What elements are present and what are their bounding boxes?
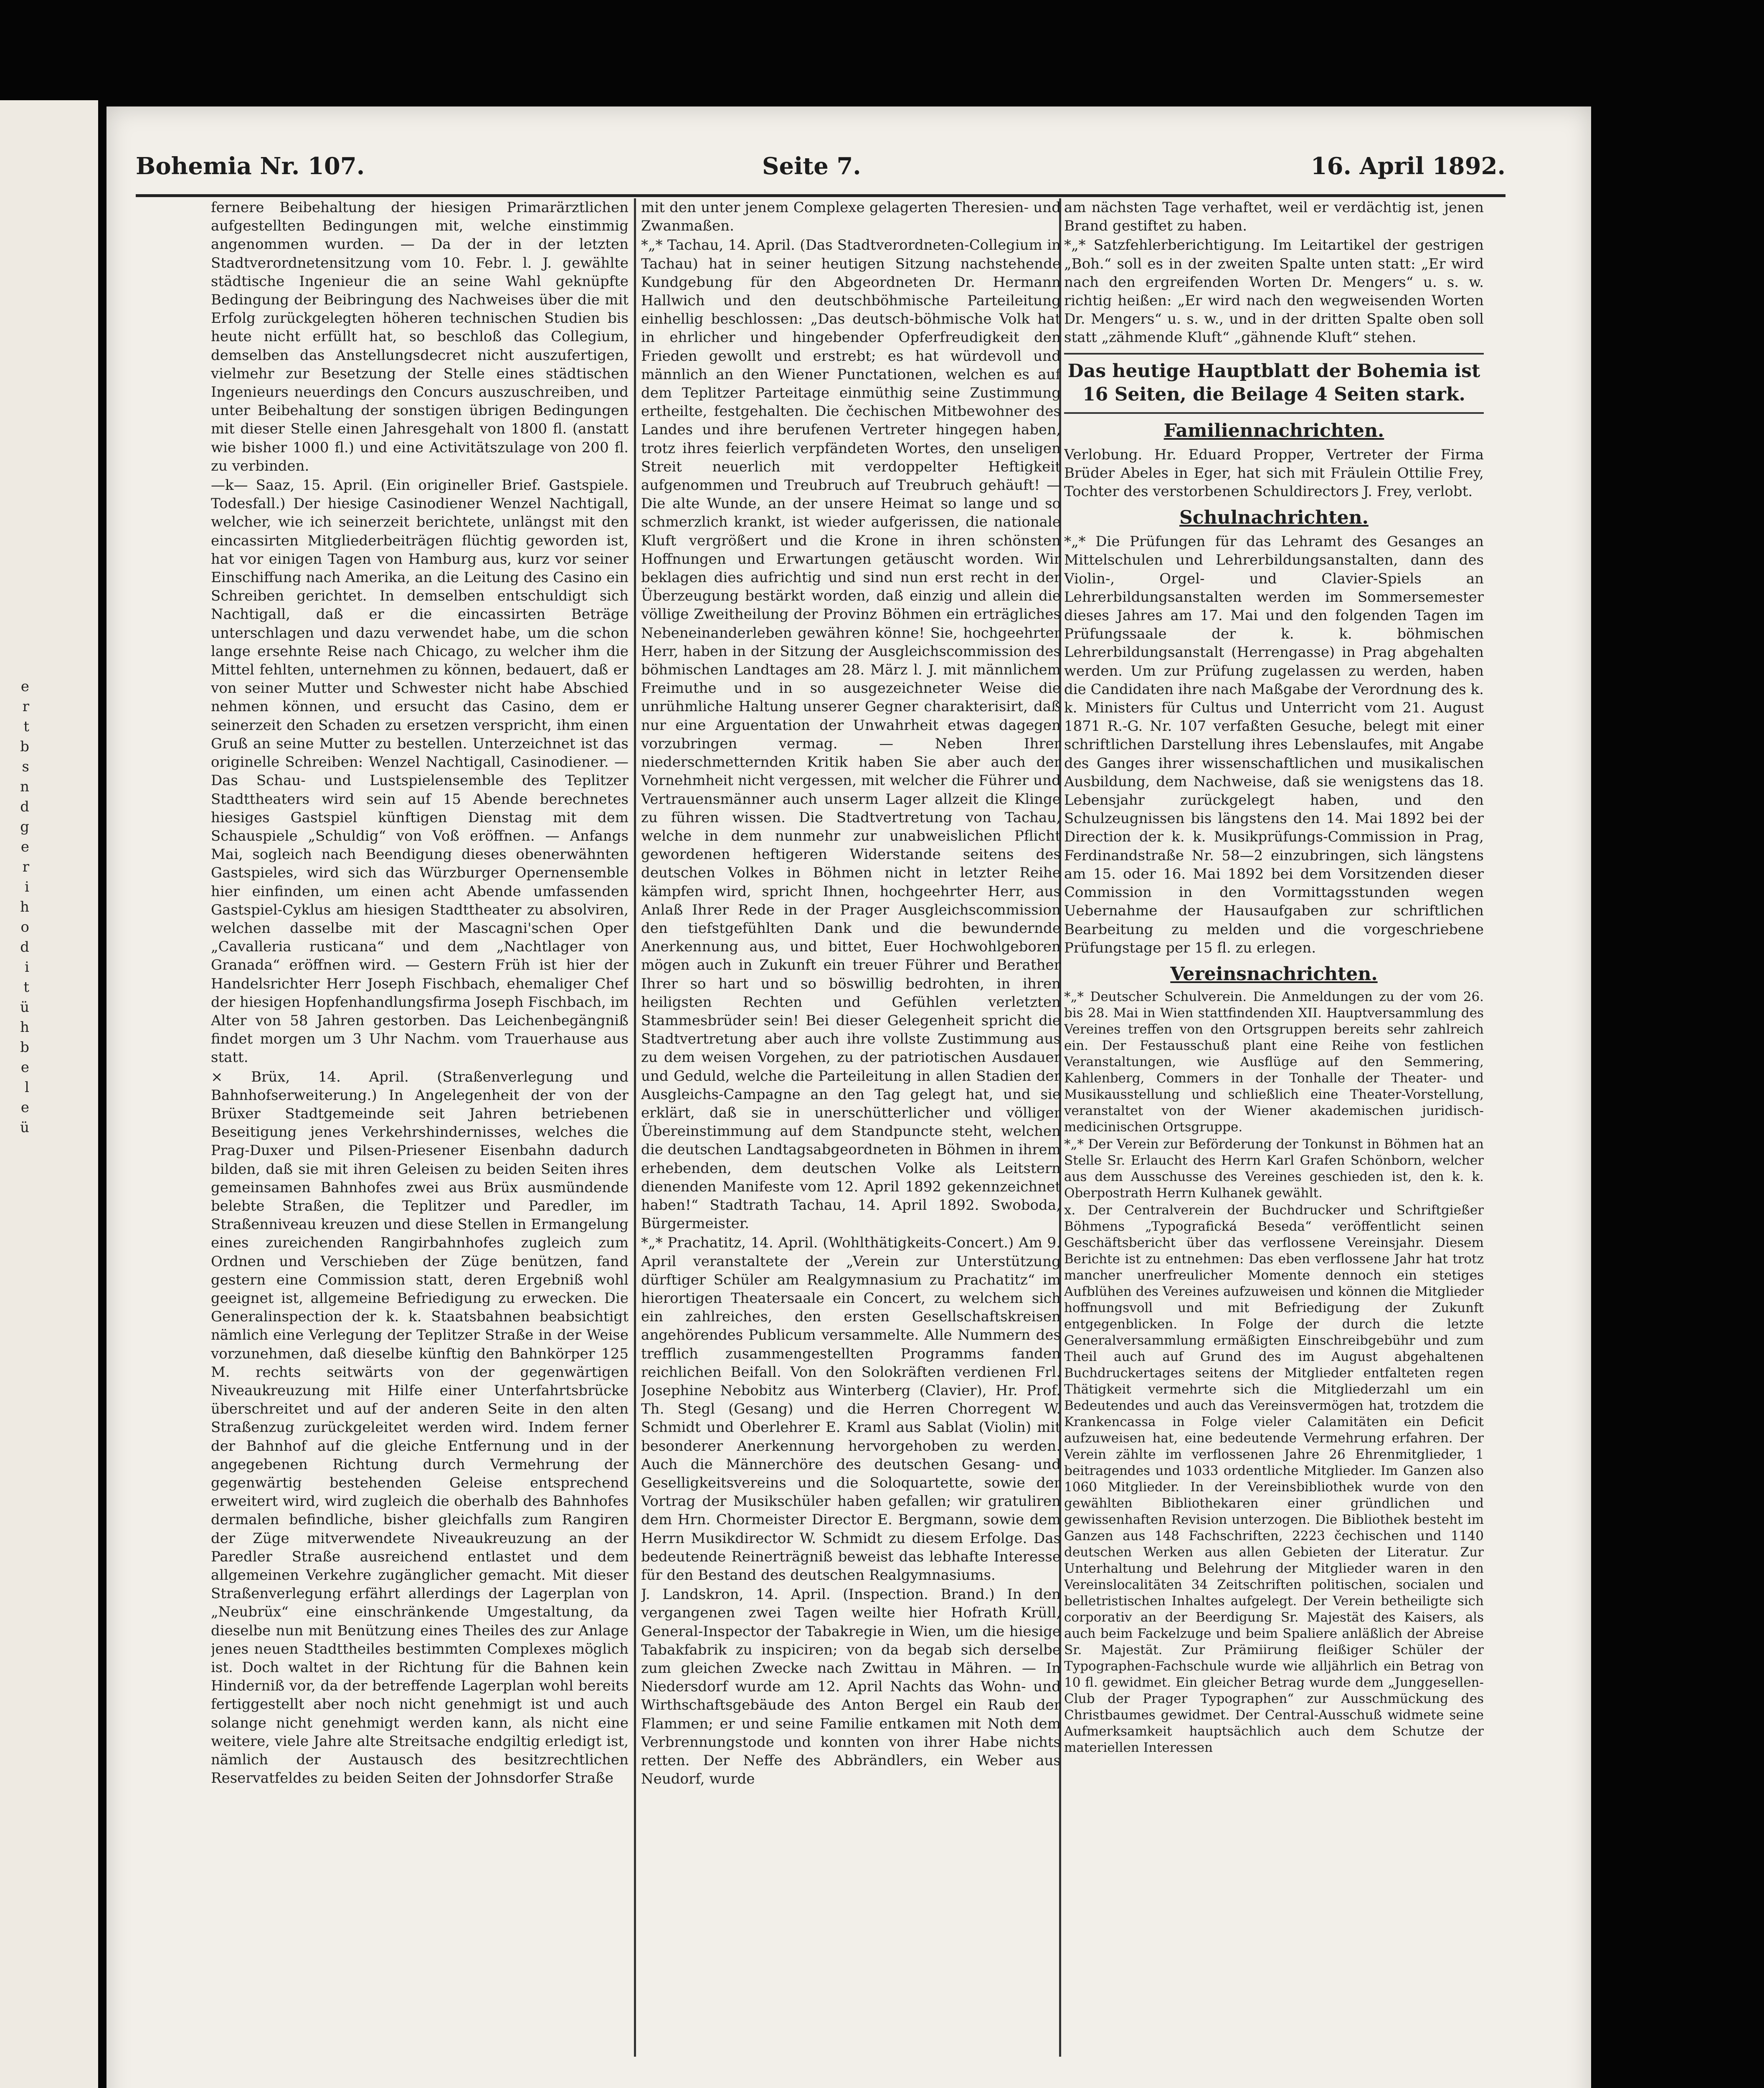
divider <box>1064 353 1484 355</box>
article-schulverein: *„* Deutscher Schulverein. Die Anmeldungen zu der vom 26. bis 28. Mai in Wien stattfindenden XII. Hauptversammlung des Vereines treffen von den Ortsgruppen bereits sehr zahlreich ein. Der Festausschuß plant eine Reihe von festlichen Veranstaltungen, wie Ausflüge auf den Semmering, Kahlenberg, Commers in der Tonhalle der Theater- und Musikausstellung und schließlich eine Theater-Vorstellung, veranstaltet von der Wiener akademischen juridisch-medicinischen Ortsgruppe. <box>1064 989 1484 1135</box>
masthead <box>136 148 1505 197</box>
previous-page-letter: i <box>25 959 29 976</box>
previous-page-letter: o <box>20 919 29 935</box>
previous-page-letter: h <box>20 1019 29 1036</box>
article-tachau: *„* Tachau, 14. April. (Das Stadtverordneten-Collegium in Tachau) hat in seiner heutigen Sitzung nachstehende Kundgebung für den Abgeordneten Dr. Hermann Hallwich und den deutschböhmische Parteileitung einhellig beschlossen: „Das deutsch-böhmische Volk hat in ehrlicher und hingebender Opferfreudigkeit den Frieden gewollt und erstrebt; es hat würdevoll und männlich an den Wiener Punctationen, welchen es auf dem Teplitzer Parteitage einmüthig seine Zustimmung ertheilte, festgehalten. Die čechischen Mitbewohner des Landes und ihre berufenen Vertreter hingegen haben, trotz ihres feierlich verpfändeten Wortes, den unseligen Streit neuerlich mit verdoppelter Heftigkeit aufgenommen und Treubruch auf Treubruch gehäuft! — Die alte Wunde, an der unsere Heimat so lange und so schmerzlich krankt, ist wieder aufgerissen, die nationale Kluft vergrößert und die Krone in ihren schönsten Hoffnungen und Erwartungen getäuscht worden. Wir beklagen dies aufrichtig und sind nun erst recht in der Überzeugung bestärkt worden, daß einzig und allein die völlige Zweitheilung der Provinz Böhmen ein erträgliches Nebeneinanderleben gewähren könne! Sie, hochgeehrter Herr, haben in der Sitzung der Ausgleichscommission des böhmischen Landtages am 28. März l. J. mit männlichem Freimuthe und in so ausgezeichneter Weise die unrühmliche Haltung unserer Gegner charakterisirt, daß nur eine Arguentation der Unwahrheit etwas dagegen vorzubringen vermag. — Neben Ihrer niederschmetternden Kritik haben Sie aber auch der Vornehmheit nicht vergessen, mit welcher die Führer und Vertrauensmänner auch unserm Lager allzeit die Klinge zu führen wissen. Die Stadtvertretung von Tachau, welche in dem nunmehr zur unabweislichen Pflicht gewordenen heftigeren Widerstande seitens des deutschen Volkes in Böhmen nicht in letzter Reihe kämpfen wird, spricht Ihnen, hochgeehrter Herr, aus Anlaß Ihrer Rede in der Prager Ausgleichscommission den tiefstgefühlten Dank und die bewundernde Anerkennung aus, und bittet, Euer Hochwohlgeboren mögen auch in Zukunft ein treuer Führer und Berather Ihrer so hart und so böswillig bedrohten, in ihren heiligsten Rechten und Gefühlen verletzten Stammesbrüder sein! Bei dieser Gelegenheit spricht die Stadtvertretung aber auch ihre vollste Zustimmung aus zu dem weisen Vorgehen, zu der patriotischen Ausdauer und Geduld, welche die Parteileitung in allen Stadien der Ausgleichs-Campagne an den Tag gelegt hat, und sie erklärt, daß sie in unerschütterlicher und völliger Übereinstimmung auf dem Standpuncte steht, welchen die deutschen Landtagsabgeordneten in Böhmen in ihrem erhebenden, dem deutschen Volke als Leitstern dienenden Manifeste vom 12. April 1892 gekennzeichnet haben!“ Stadtrath Tachau, 14. April 1892. Swoboda, Bürgermeister. <box>641 237 1061 1232</box>
previous-page-letter: b <box>20 738 29 755</box>
article-landskron: J. Landskron, 14. April. (Inspection. Brand.) In den vergangenen zwei Tagen weilte hier Hofrath Krüll, General-Inspector der Tabakregie in Wien, um die hiesige Tabakfabrik zu inspiciren; von da begab sich derselbe zum gleichen Zwecke nach Zwittau in Mähren. — In Niedersdorf wurde am 12. April Nachts das Wohn- und Wirthschaftsgebäude des Anton Bergel ein Raub der Flammen; er und seine Familie entkamen mit Noth dem Verbrennungstode und konnten von ihrer Habe nichts retten. Der Neffe des Abbrändlers, ein Weber aus Neudorf, wurde <box>641 1586 1061 1788</box>
divider <box>1064 412 1484 414</box>
previous-page-letter: e <box>20 1099 29 1116</box>
previous-page-letter: e <box>20 839 29 855</box>
previous-page-letter: t <box>23 979 29 996</box>
article-exams: *„* Die Prüfungen für das Lehramt des Gesanges an Mittelschulen und Lehrerbildungsanstalten, dann des Violin-, Orgel- und Clavier-Spiels an Lehrerbildungsanstalten werden im Sommersemester dieses Jahres am 17. Mai und den folgenden Tagen im Prüfungssaale der k. k. böhmischen Lehrerbildungsanstalt (Herrengasse) in Prag abgehalten werden. Um zur Prüfung zugelassen zu werden, haben die Candidaten ihre nach Maßgabe der Verordnung des k. k. Ministers für Cultus und Unterricht vom 21. August 1871 R.-G. Nr. 107 verfaßten Gesuche, belegt mit einer schriftlichen Darstellung ihres Lebenslaufes, mit Angabe des Ganges ihrer wissenschaftlichen und musikalischen Ausbildung, dem Nachweise, daß sie wenigstens das 18. Lebensjahr zurückgelegt haben, und den Schulzeugnissen bis längstens den 14. Mai 1892 bei der Direction der k. k. Musikprüfungs-Commission in Prag, Ferdinandstraße Nr. 58—2 einzubringen, sich längstens am 15. oder 16. Mai 1892 bei dem Vorsitzenden dieser Commission in den Vormittagsstunden wegen Uebernahme der Hausaufgaben zur schriftlichen Bearbeitung zu melden und die vorgeschriebene Prüfungstage per 15 fl. zu erlegen. <box>1064 533 1484 956</box>
previous-page-fragments <box>0 677 29 1138</box>
article-correction: *„* Satzfehlerberichtigung. Im Leitartikel der gestrigen „Boh.“ soll es in der zweiten Spalte unten statt: „Er wird nach den ergreifenden Worten Dr. Mengers“ u. s. w. richtig heißen: „Er wird nach den wegweisenden Worten Dr. Mengers“ u. s. w., und in der dritten Spalte oben soll statt „zähmende Kluft“ „gähnende Kluft“ stehen. <box>1064 237 1484 346</box>
article-engagement: Verlobung. Hr. Eduard Propper, Vertreter der Firma Brüder Abeles in Eger, hat sich mit Fräulein Ottilie Frey, Tochter des verstorbenen Schuldirectors J. Frey, verlobt. <box>1064 446 1484 500</box>
article-continuation: am nächsten Tage verhaftet, weil er verdächtig ist, jenen Brand gestiftet zu haben. <box>1064 199 1484 235</box>
previous-page-letter: l <box>25 1079 29 1096</box>
previous-page-letter: d <box>20 939 29 955</box>
previous-page-letter: e <box>20 1059 29 1076</box>
previous-page-letter: ü <box>20 1119 29 1136</box>
previous-page-letter: e <box>20 678 29 695</box>
previous-page-letter: h <box>20 899 29 915</box>
previous-page-letter: g <box>20 818 29 835</box>
previous-page-letter: ü <box>20 999 29 1016</box>
previous-page-letter: t <box>23 718 29 735</box>
previous-page-letter: r <box>22 859 29 875</box>
column-3 <box>1064 198 1484 2061</box>
article-tonkunst: *„* Der Verein zur Beförderung der Tonkunst in Böhmen hat an Stelle Sr. Erlaucht des Herrn Karl Grafen Schönborn, welcher aus dem Ausschusse des Vereines geschieden ist, den k. k. Oberpostrath Herrn Kulhanek gewählt. <box>1064 1136 1484 1201</box>
article-typografie: x. Der Centralverein der Buchdrucker und Schriftgießer Böhmens „Typografická Beseda“ veröffentlicht seinen Geschäftsbericht über das verflossene Vereinsjahr. Diesem Berichte ist zu entnehmen: Das eben verflossene Jahr hat trotz mancher unerfreulicher Momente dennoch ein stetiges Aufblühen des Vereines aufzuweisen und können die Mitglieder hoffnungsvoll und mit Befriedigung der Zukunft entgegenblicken. In Folge der durch die letzte Generalversammlung ermäßigten Einschreibgebühr und zum Theil auch auf Grund des im August abgehaltenen Buchdruckertages seitens der Mitglieder entfalteten regen Thätigkeit vermehrte sich die Mitgliederzahl um ein Bedeutendes und auch das Vereinsvermögen hat, trotzdem die Krankencassa in Folge vieler Calamitäten ein Deficit aufzuweisen hat, eine bedeutende Vermehrung erfahren. Der Verein zählte im verflossenen Jahre 26 Ehrenmitglieder, 1 beitragendes und 1033 ordentliche Mitglieder. Im Ganzen also 1060 Mitglieder. In der Vereinsbibliothek wurde von den gewählten Bibliothekaren einer gründlichen und gewissenhaften Revision unterzogen. Die Bibliothek besteht im Ganzen aus 148 Fachschriften, 2223 čechischen und 1140 deutschen Werken aus allen Gebieten der Literatur. Zur Unterhaltung und Belehrung der Mitglieder waren in den Vereinslocalitäten 34 Zeitschriften politischen, socialen und belletristischen Inhaltes aufgelegt. Der Verein betheiligte sich corporativ an der Beerdigung Sr. Majestät des Kaisers, als auch beim Fackelzuge und beim Spaliere anläßlich der Abreise Sr. Majestät. Zur Prämiirung fleißiger Schüler der Typographen-Fachschule wurde wie alljährlich ein Betrag von 10 fl. gewidmet. Ein gleicher Betrag wurde dem „Junggesellen-Club der Prager Typographen“ zur Ausschmückung des Christbaumes gewidmet. Der Central-Ausschuß widmete seine Aufmerksamkeit hauptsächlich auch dem Schutze der materiellen Interessen <box>1064 1202 1484 1755</box>
previous-page-letter: s <box>22 758 29 775</box>
masthead-paper-number: Bohemia Nr. 107. <box>136 152 365 180</box>
previous-page-letter: i <box>25 879 29 895</box>
previous-page-letter: b <box>20 1039 29 1056</box>
section-heading-associations: Vereinsnachrichten. <box>1170 963 1378 985</box>
section-heading-school: Schulnachrichten. <box>1179 507 1369 529</box>
article-bruex: × Brüx, 14. April. (Straßenverlegung und Bahnhofserweiterung.) In Angelegenheit der von der Brüxer Stadtgemeinde seit Jahren betriebenen Beseitigung jenes Verkehrshindernisses, welches die Prag-Duxer und Pilsen-Priesener Eisenbahn dadurch bilden, daß sie mit ihren Geleisen zu beiden Seiten ihres gemeinsamen Bahnhofes zwei aus Brüx ausmündende belebte Straßen, die Teplitzer und Paredler, im Straßenniveau kreuzen und diese Stellen in Ermangelung eines zureichenden Rangirbahnhofes zugleich zum Ordnen und Verschieben der Züge benützen, fand gestern eine Commission statt, deren Ergebniß wohl geeignet ist, allgemeine Befriedigung zu erwecken. Die Generalinspection der k. k. Staatsbahnen beabsichtigt nämlich eine Verlegung der Teplitzer Straße in der Weise vorzunehmen, daß dieselbe künftig den Bahnkörper 125 M. rechts seitwärts von der gegenwärtigen Niveaukreuzung mit Hilfe einer Unterfahrtsbrücke überschreitet und auf der anderen Seite in den alten Straßenzug zurückgeleitet werden wird. Indem ferner der Bahnhof auf die gleiche Entfernung und in der angegebenen Richtung durch Vermehrung der gegenwärtig bestehenden Geleise entsprechend erweitert wird, wird zugleich die oberhalb des Bahnhofes dermalen befindliche, bisher gleichfalls zum Rangiren der Züge mitverwendete Niveaukreuzung an der Paredler Straße ausreichend entlastet und dem allgemeinen Verkehre zugänglicher gemacht. Mit dieser Straßenverlegung erfährt allerdings der Lagerplan von „Neubrüx“ eine einschränkende Umgestaltung, da dieselbe nun mit Benützung eines Theiles des zur Anlage jenes neuen Stadttheiles bestimmten Complexes möglich ist. Doch waltet in der Richtung für die Bahnen kein Hinderniß vor, da der betreffende Lagerplan wohl bereits fertiggestellt aber noch nicht genehmigt ist und auch solange nicht genehmigt werden kann, als nicht eine weitere, viele Jahre alte Streitsache endgiltig erledigt ist, nämlich der Austausch des besitzrechtlichen Reservatfeldes zu beiden Seiten der Johnsdorfer Straße <box>211 1068 629 1787</box>
page-count-notice: Das heutige Hauptblatt der Bohemia ist 16 Seiten, die Beilage 4 Seiten stark. <box>1067 360 1480 405</box>
column-divider <box>634 198 636 2057</box>
previous-page-letter: r <box>22 698 29 715</box>
column-1 <box>211 198 629 2061</box>
column-2 <box>641 198 1061 2061</box>
masthead-date: 16. April 1892. <box>1310 152 1505 180</box>
previous-page-letter: d <box>20 798 29 815</box>
article-continuation: mit den unter jenem Complexe gelagerten Theresien- und Zwanmaßen. <box>641 199 1061 235</box>
article-prachatitz: *„* Prachatitz, 14. April. (Wohlthätigkeits-Concert.) Am 9. April veranstaltete der „Verein zur Unterstützung dürftiger Schüler am Realgymnasium zu Prachatitz“ im hierortigen Theatersaale ein Concert, zu welchem sich ein zahlreiches, den ersten Gesellschaftskreisen angehörendes Publicum versammelte. Alle Nummern des trefflich zusammengestellten Programms fanden reichlichen Beifall. Von den Solokräften verdienen Frl. Josephine Nebobitz aus Winterberg (Clavier), Hr. Prof. Th. Stegl (Gesang) und die Herren Chorregent W. Schmidt und Oberlehrer E. Kraml aus Sablat (Violin) mit besonderer Anerkennung hervorgehoben zu werden. Auch die Männerchöre des deutschen Gesang- und Geselligkeitsvereins und die Soloquartette, sowie der Vortrag der Musikschüler haben gefallen; wir gratuliren dem Hrn. Chormeister Director E. Bergmann, sowie dem Herrn Musikdirector W. Schmidt zu diesem Erfolge. Das bedeutende Reinerträgniß beweist das lebhafte Interesse für den Bestand des deutschen Realgymnasiums. <box>641 1234 1061 1584</box>
article-continuation: fernere Beibehaltung der hiesigen Primarärztlichen aufgestellten Bedingungen mit, welche einstimmig angenommen wurden. — Da der in der letzten Stadtverordnetensitzung vom 10. Febr. l. J. gewählte städtische Ingenieur die an seine Wahl geknüpfte Bedingung der Beibringung des Nachweises über die mit Erfolg zurückgelegten höheren technischen Studien bis heute nicht erfüllt hat, so beschloß das Collegium, demselben das Anstellungsdecret nicht auszufertigen, vielmehr zur Besetzung der Stelle eines städtischen Ingenieurs neuerdings den Concurs auszuschreiben, und unter Beibehaltung der sonstigen übrigen Bedingungen mit dieser Stelle einen Jahresgehalt von 1800 fl. (anstatt wie bisher 1000 fl.) und eine Activitätszulage von 200 fl. zu verbinden. <box>211 199 629 474</box>
section-heading-family: Familiennachrichten. <box>1163 420 1384 441</box>
masthead-page-number: Seite 7. <box>762 152 861 180</box>
previous-page-letter: n <box>20 778 29 795</box>
article-saaz: —k— Saaz, 15. April. (Ein origineller Brief. Gastspiele. Todesfall.) Der hiesige Casinodiener Wenzel Nachtigall, welcher, wie ich seinerzeit berichtete, unlängst mit den eincassirten Mitgliederbeiträgen flüchtig geworden ist, hat vor einigen Tagen von Hamburg aus, kurz vor seiner Einschiffung nach Amerika, an die Leitung des Casino ein Schreiben gerichtet. In demselben entschuldigt sich Nachtigall, daß er die eincassirten Beträge unterschlagen und dazu verwendet habe, um die schon lange ersehnte Reise nach Chicago, zu welcher ihm die Mittel fehlten, unternehmen zu können, bedauert, daß er von seiner Mutter und Schwester nicht habe Abschied nehmen können, und ersucht das Casino, dem er seinerzeit den Schaden zu ersetzen verspricht, ihm einen Gruß an seine Mutter zu bestellen. Unterzeichnet ist das originelle Schreiben: Wenzel Nachtigall, Casinodiener. — Das Schau- und Lustspielensemble des Teplitzer Stadttheaters wird sein auf 15 Abende berechnetes hiesiges Gastspiel künftigen Dienstag mit dem Schauspiele „Schuldig“ von Voß eröffnen. — Anfangs Mai, sogleich nach Beendigung dieses obenerwähnten Gastspieles, wird sich das Würzburger Opernensemble hier einfinden, um einen acht Abende umfassenden Gastspiel-Cyklus am hiesigen Stadttheater zu absolviren, welchen dasselbe mit der Mascagni'schen Oper „Cavalleria rusticana“ und dem „Nachtlager von Granada“ eröffnen wird. — Gestern Früh ist hier der Handelsrichter Herr Joseph Fischbach, ehemaliger Chef der hiesigen Hopfenhandlungsfirma Joseph Fischbach, im Alter von 58 Jahren gestorben. Das Leichenbegängniß findet morgen um 3 Uhr Nachm. vom Trauerhause aus statt. <box>211 477 629 1066</box>
